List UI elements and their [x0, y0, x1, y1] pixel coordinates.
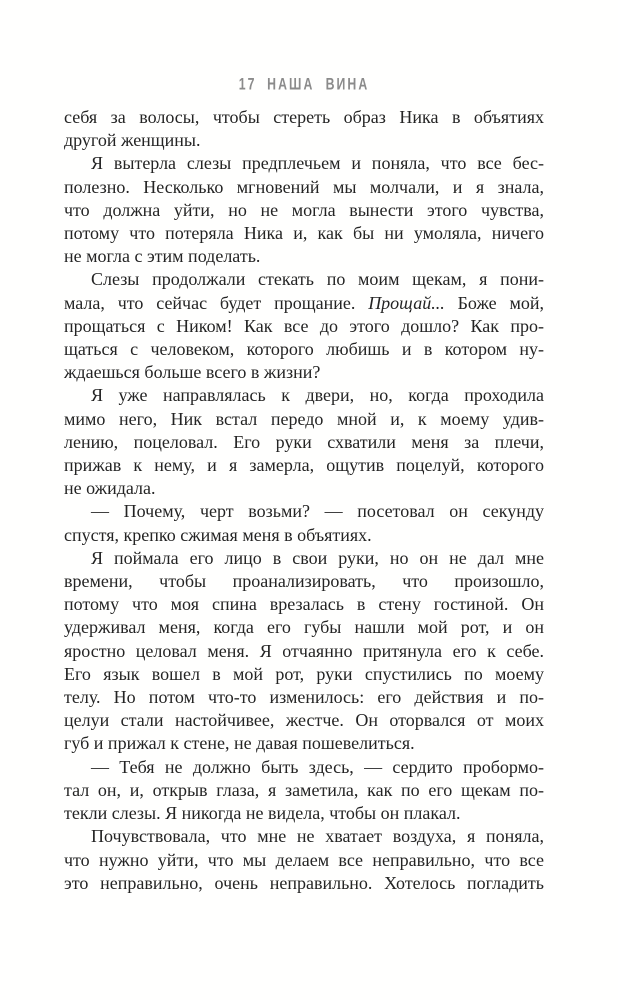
text-line: яростно целовал меня. Я отчаянно притянула его к себе. [64, 640, 544, 661]
text-line: полезно. Несколько мгновений мы молчали, и я знала, [64, 176, 544, 197]
text-line: времени, чтобы проанализировать, что произошло, [64, 571, 544, 592]
text-line: мала, что сейчас будет прощание. Прощай... Боже мой, [64, 292, 544, 313]
text-line: себя за волосы, чтобы стереть образ Ника в объятиях [64, 107, 544, 127]
text-line: Его язык вошел в мой рот, руки спустились по моему [64, 663, 544, 684]
text-line: Почувствовала, что мне не хватает воздуха, я поняла, [91, 826, 544, 847]
text-line: потому что моя спина врезалась в стену гостиной. Он [64, 594, 544, 615]
text-line: Я уже направлялась к двери, но, когда проходила [91, 385, 544, 406]
text-line: лению, поцеловал. Его руки схватили меня за плечи, [64, 431, 544, 452]
page-number: 17 [238, 74, 257, 95]
text-line: Я вытерла слезы предплечьем и поняла, что все бес- [91, 153, 544, 174]
text-line: другой женщины. [64, 130, 201, 151]
text-line: Я поймала его лицо в свои руки, но он не дал мне [91, 547, 544, 568]
text-line: что должна уйти, но не могла вынести этого чувства, [64, 199, 544, 220]
text-line: телу. Но потом что-то изменилось: его действия и по- [64, 687, 544, 708]
text-line: не могла с этим поделать. [64, 246, 261, 267]
text-line: Слезы продолжали стекать по моим щекам, я пони- [91, 269, 544, 290]
text-line: губ и прижал к стене, не давая пошевелиться. [64, 733, 415, 754]
text-line: прощаться с Ником! Как все до этого дошло? Как про- [64, 315, 544, 336]
text-line: мимо него, Ник встал передо мной и, к моему удив- [64, 408, 544, 429]
text-line: тал он, и, открыв глаза, я заметила, как по его щекам по- [64, 779, 544, 800]
text-line: ждаешься больше всего в жизни? [64, 362, 321, 383]
text-line: не ожидала. [64, 478, 156, 499]
text-line: что нужно уйти, что мы делаем все неправильно, что все [64, 849, 544, 870]
text-line: — Тебя не должно быть здесь, — сердито пробормо- [91, 756, 544, 777]
text-line: спустя, крепко сжимая меня в объятиях. [64, 524, 372, 545]
page-body [64, 106, 544, 895]
page-header [107, 75, 501, 94]
text-line: удерживал меня, когда его губы нашли мой рот, и он [64, 617, 544, 638]
text-line: текли слезы. Я никогда не видела, чтобы он плакал. [64, 803, 461, 824]
text-line: целуи стали настойчивее, жестче. Он оторвался от моих [64, 710, 544, 731]
chapter-title: НАША ВИНА [267, 74, 370, 95]
text-line: щаться с человеком, которого любишь и в котором ну- [64, 339, 544, 360]
text-line: это неправильно, очень неправильно. Хотелось погладить [64, 872, 544, 893]
text-line: прижав к нему, и я замерла, ощутив поцелуй, которого [64, 455, 544, 476]
text-line: потому что потеряла Ника и, как бы ни умоляла, ничего [64, 223, 544, 244]
text-line: — Почему, черт возьми? — посетовал он секунду [91, 501, 544, 522]
